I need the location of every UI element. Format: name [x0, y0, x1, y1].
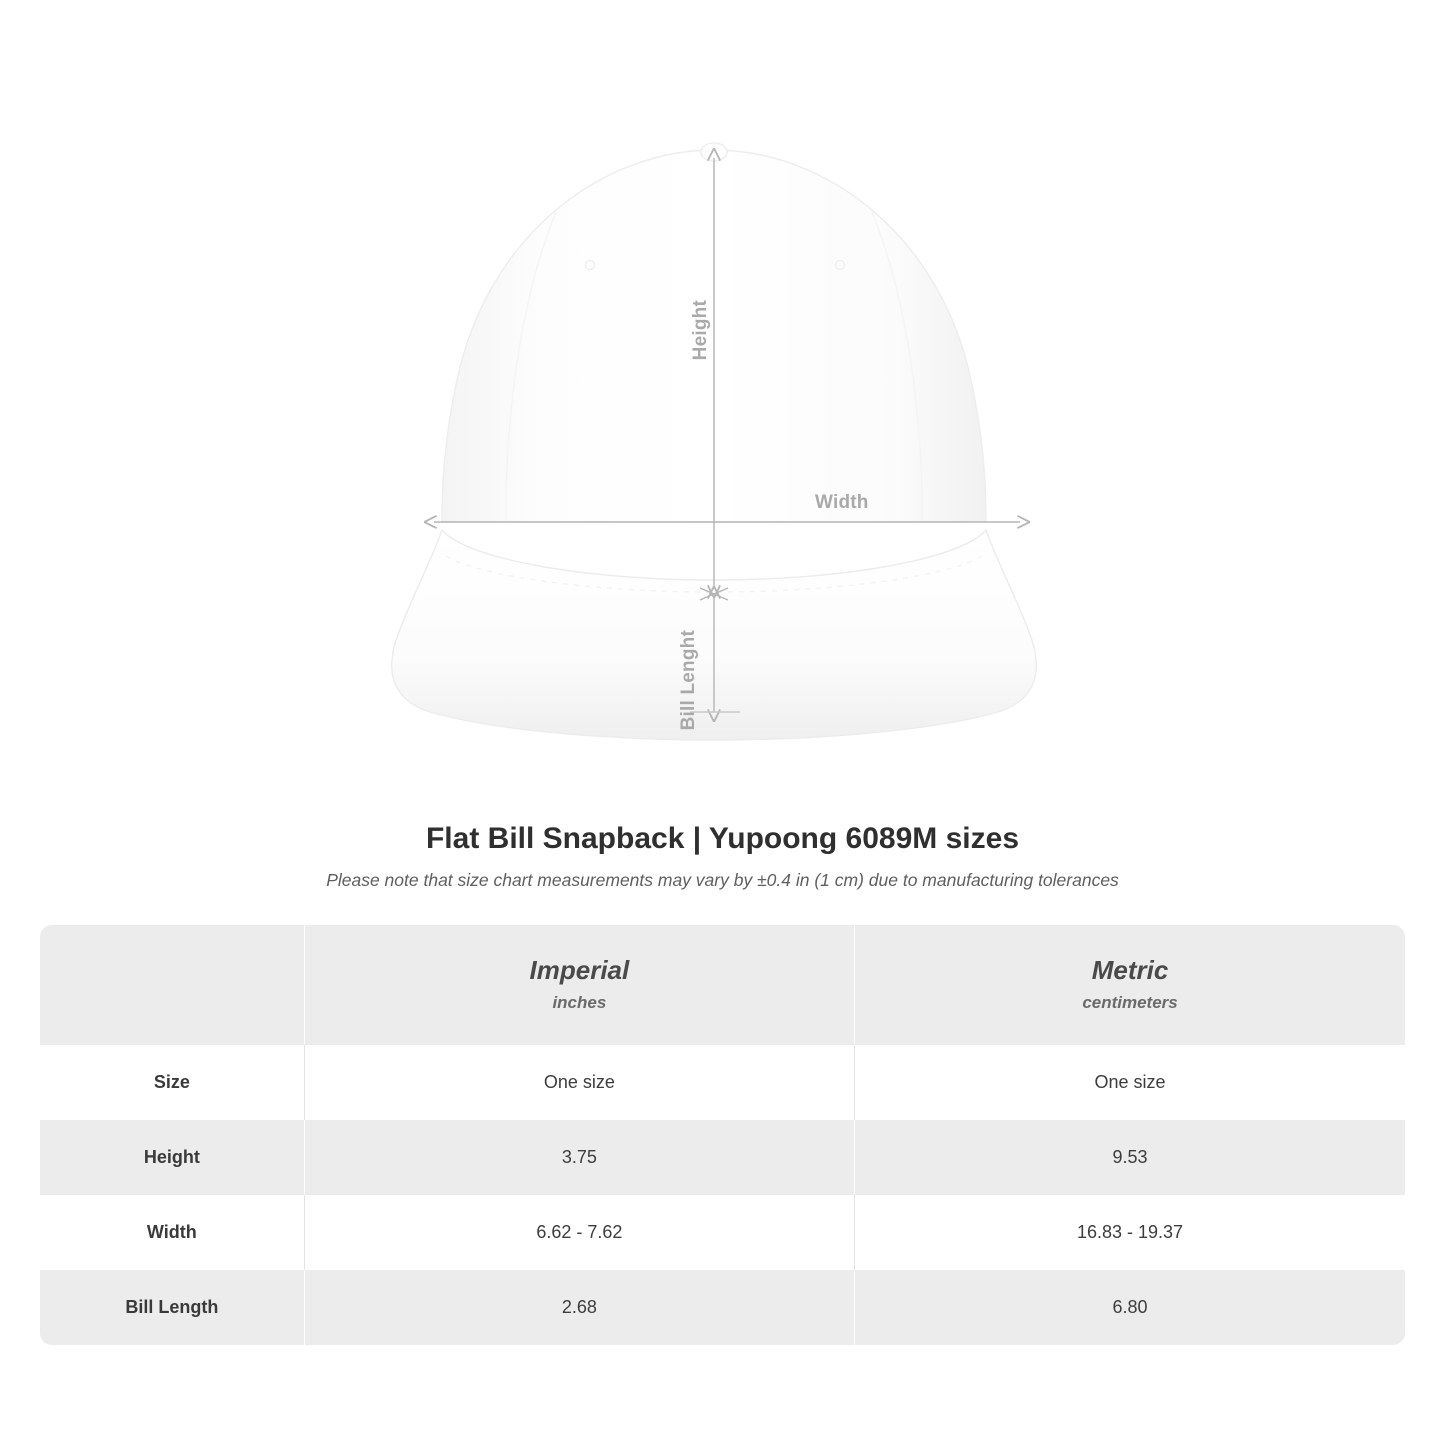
bill-length-label-line1: Bill — [678, 700, 699, 731]
unit-header-imperial — [304, 925, 854, 1045]
row-label-bill-length: Bill Length — [40, 1270, 304, 1345]
size-table-wrapper — [40, 925, 1405, 1345]
unit-header-metric-name: Metric — [1091, 955, 1169, 985]
unit-header-row — [40, 925, 1405, 1045]
table-row — [40, 1120, 1405, 1195]
cell-size-imperial: One size — [304, 1045, 854, 1120]
bill-length-label-line2: Lenght — [678, 630, 699, 695]
unit-header-empty — [40, 925, 304, 1045]
row-label-height: Height — [40, 1120, 304, 1195]
measurement-note: Please note that size chart measurements may vary by ±0.4 in (1 cm) due to manufacturing tolerances — [326, 870, 1119, 890]
cell-bill-length-imperial: 2.68 — [304, 1270, 854, 1345]
width-dimension-label: Width — [815, 492, 869, 513]
cell-height-metric: 9.53 — [855, 1120, 1405, 1195]
unit-header-metric-sub: centimeters — [1082, 993, 1178, 1013]
title-block — [0, 822, 1445, 891]
cell-bill-length-metric: 6.80 — [855, 1270, 1405, 1345]
cell-width-imperial: 6.62 - 7.62 — [304, 1195, 854, 1270]
page-title: Flat Bill Snapback | Yupoong 6089M sizes — [425, 822, 1019, 855]
unit-header-metric — [855, 925, 1405, 1045]
size-table-body — [40, 1045, 1405, 1345]
row-label-size: Size — [40, 1045, 304, 1120]
size-table-head — [40, 925, 1405, 1045]
bill-length-dimension-label — [678, 630, 700, 730]
table-row — [40, 1195, 1405, 1270]
height-dimension-label: Height — [690, 300, 711, 361]
cell-width-metric: 16.83 - 19.37 — [855, 1195, 1405, 1270]
row-label-width: Width — [40, 1195, 304, 1270]
cell-size-metric: One size — [855, 1045, 1405, 1120]
size-table — [40, 925, 1405, 1345]
unit-header-imperial-name: Imperial — [529, 955, 630, 985]
table-row — [40, 1270, 1405, 1345]
unit-header-imperial-sub: inches — [552, 993, 607, 1013]
cell-height-imperial: 3.75 — [304, 1120, 854, 1195]
table-row — [40, 1045, 1405, 1120]
